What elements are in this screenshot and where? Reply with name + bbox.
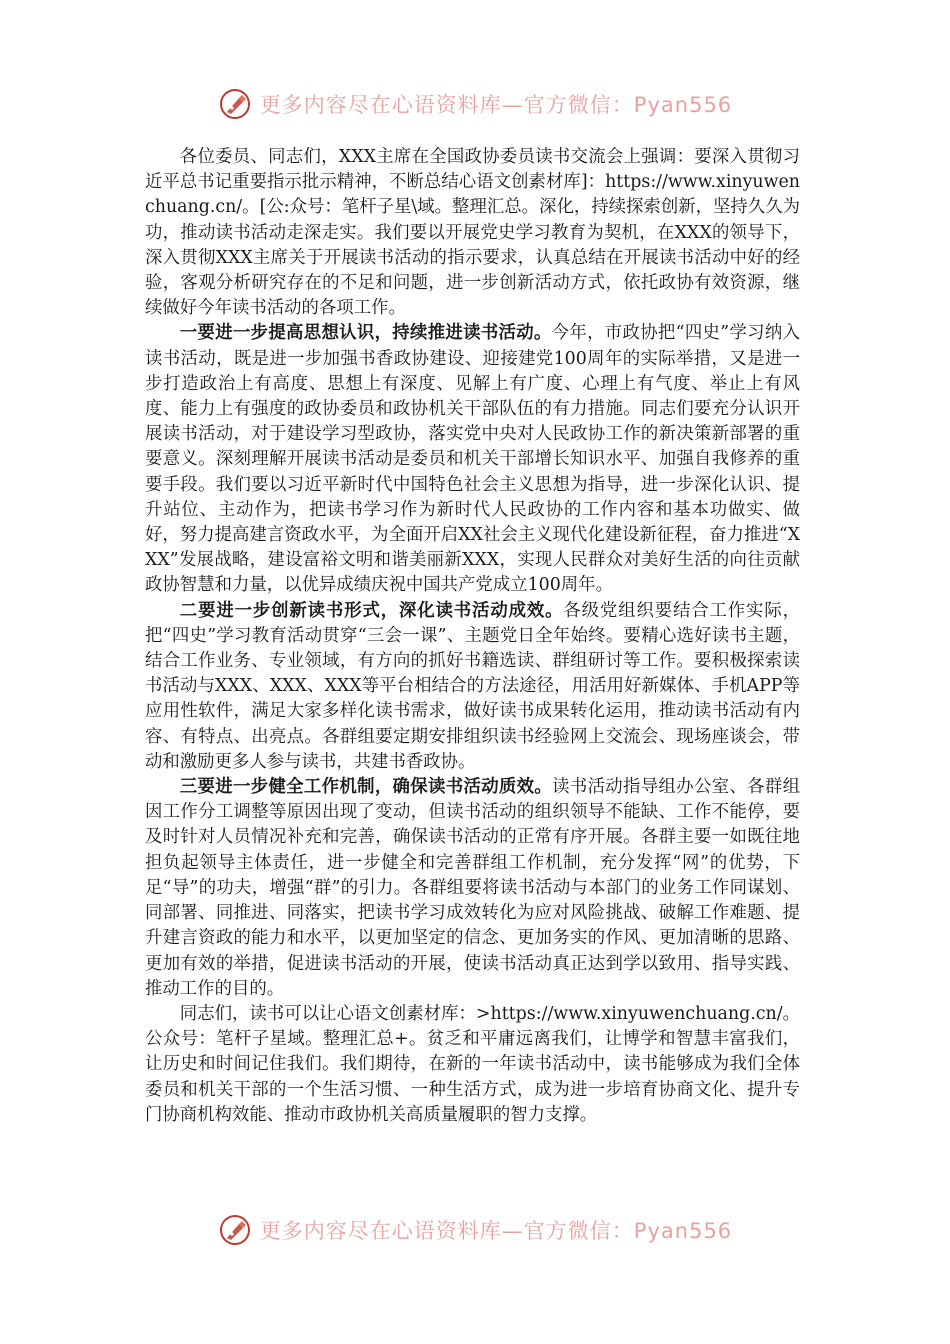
paragraph-text: 读书活动指导组办公室、各群组因工作分工调整等原因出现了变动，但读书活动的组织领导不能缺、工作不能停，要及时针对人员情况补充和完善，确保读书活动的正常有序开展。各群主要一如既往地担负起领导主体责任，进一步健全和完善群组工作机制，充分发挥“网”的优势，下足“导”的功夫，增强“群”的引力。各群组要将读书活动与本部门的业务工作同谋划、同部署、同推进、同落实，把读书学习成效转化为应对风险挑战、破解工作难题、提升建言资政的能力和水平，以更加坚定的信念、更加务实的作风、更加清晰的思路、更加有效的举措，促进读书活动的开展，使读书活动真正达到学以致用、指导实践、推动工作的目的。 <box>145 777 800 999</box>
document-body <box>145 145 800 1128</box>
paragraph-text: 今年，市政协把“四史”学习纳入读书活动，既是进一步加强书香政协建设、迎接建党100周年的实际举措，又是进一步打造政治上有高度、思想上有深度、见解上有广度、心理上有气度、举止上有风度、能力上有强度的政协委员和政协机关干部队伍的有力措施。同志们要充分认识开展读书活动，对于建设学习型政协，落实党中央对人民政协工作的新决策新部署的重要意义。深刻理解开展读书活动是委员和机关干部增长知识水平、加强自我修养的重要手段。我们要以习近平新时代中国特色社会主义思想为指导，进一步深化认识、提升站位、主动作为，把读书学习作为新时代人民政协的工作内容和基本功做实、做好，努力提高建言资政水平，为全面开启XX社会主义现代化建设新征程，奋力推进“XXX”发展战略，建设富裕文明和谐美丽新XXX，实现人民群众对美好生活的向往贡献政协智慧和力量，以优异成绩庆祝中国共产党成立100周年。 <box>145 323 800 596</box>
paragraph-text: 各级党组织要结合工作实际，把“四史”学习教育活动贯穿“三会一课”、主题党日全年始终。要精心选好读书主题，结合工作业务、专业领域，有方向的抓好书籍选读、群组研讨等工作。要积极探索读书活动与XXX、XXX、XXX等平台相结合的方法途径，用活用好新媒体、手机APP等应用性软件，满足大家多样化读书需求，做好读书成果转化运用，推动读书活动有内容、有特点、出亮点。各群组要定期安排组织读书经验网上交流会、现场座谈会，带动和激励更多人参与读书，共建书香政协。 <box>145 600 800 772</box>
paragraph-closing <box>145 1002 800 1128</box>
paragraph-lead: 一要进一步提高思想认识，持续推进读书活动。 <box>179 323 552 344</box>
watermark-header <box>0 84 950 124</box>
pen-nib-icon <box>218 87 252 121</box>
watermark-text: 更多内容尽在心语资料库—官方微信：Pyan556 <box>259 93 733 117</box>
paragraph-text: 各位委员、同志们，XXX主席在全国政协委员读书交流会上强调：要深入贯彻习近平总书记重要指示批示精神，不断总结心语文创素材库]：https://www.xinyuwenchuang.cn/。[公:众号：笔杆子星\域。整理汇总。深化，持续探索创新，坚持久久为功，推动读书活动走深走实。我们要以开展党史学习教育为契机，在XXX的领导下，深入贯彻XXX主席关于开展读书活动的指示要求，认真总结在开展读书活动中好的经验，客观分析研究存在的不足和问题，进一步创新活动方式，依托政协有效资源，继续做好今年读书活动的各项工作。 <box>145 147 800 319</box>
paragraph-point-two <box>145 599 800 775</box>
paragraph-intro <box>145 145 800 321</box>
pen-nib-icon <box>218 1213 252 1247</box>
paragraph-lead: 三要进一步健全工作机制，确保读书活动质效。 <box>179 777 553 798</box>
watermark-footer <box>0 1210 950 1250</box>
paragraph-lead: 二要进一步创新读书形式，深化读书活动成效。 <box>179 600 564 621</box>
paragraph-point-one <box>145 321 800 598</box>
paragraph-point-three <box>145 775 800 1002</box>
paragraph-text: 同志们，读书可以让心语文创素材库：>https://www.xinyuwenchuang.cn/。公众号：笔杆子星域。整理汇总+。贫乏和平庸远离我们，让博学和智慧丰富我们，让历史和时间记住我们。我们期待，在新的一年读书活动中，读书能够成为我们全体委员和机关干部的一个生活习惯、一种生活方式，成为进一步培育协商文化、提升专门协商机构效能、推动市政协机关高质量履职的智力支撑。 <box>145 1003 800 1125</box>
watermark-text: 更多内容尽在心语资料库—官方微信：Pyan556 <box>259 1219 733 1243</box>
